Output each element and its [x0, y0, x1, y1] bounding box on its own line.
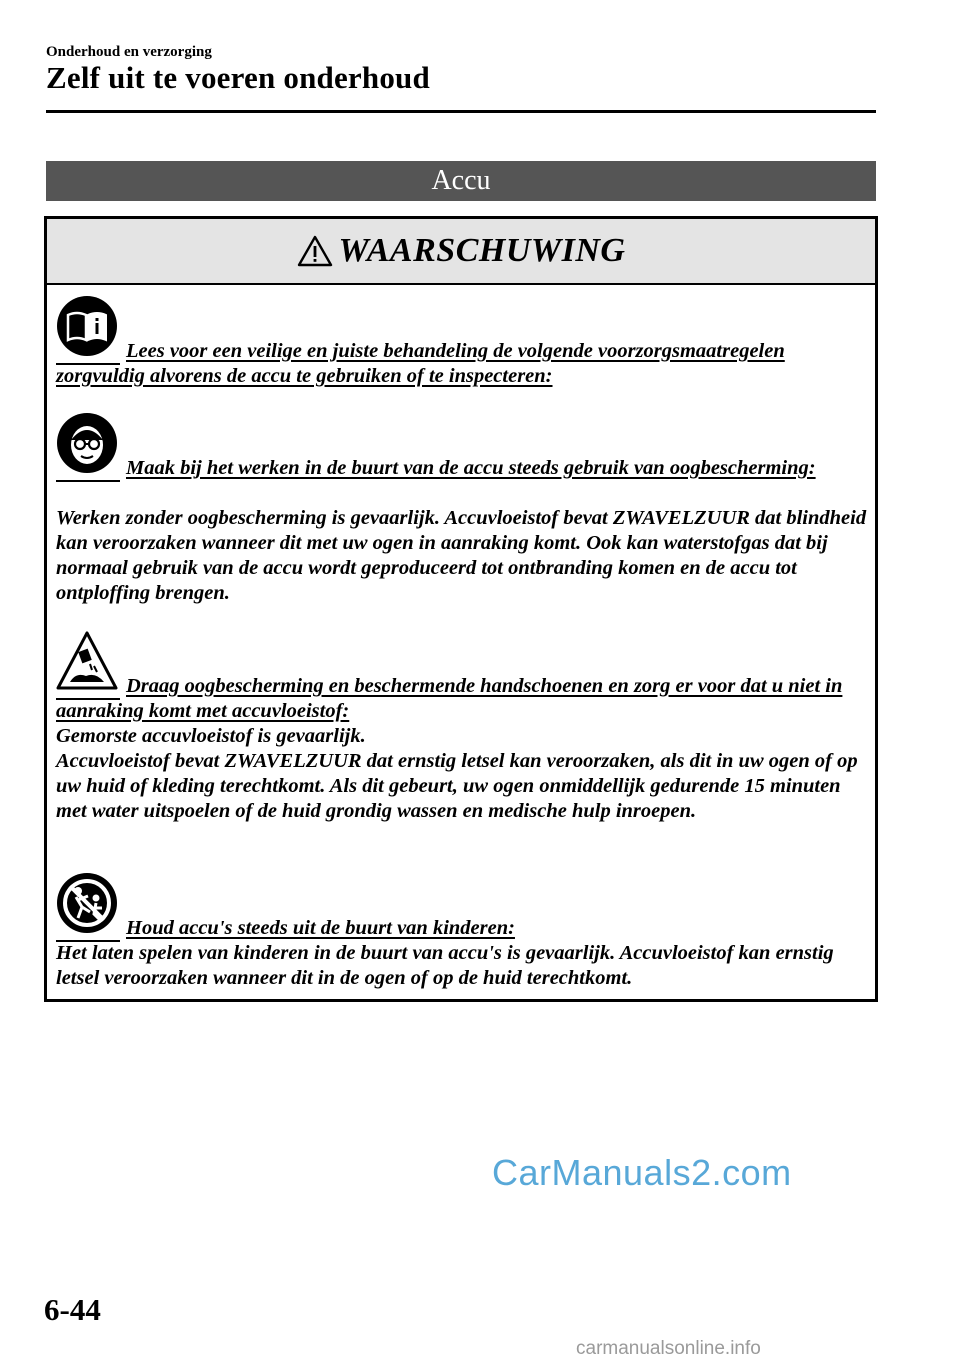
warning-label: WAARSCHUWING	[338, 232, 626, 269]
watermark-logo: CarManuals2.com	[492, 1152, 792, 1193]
item-body: Werken zonder oogbescherming is gevaarlijk. Accuvloeistof bevat ZWAVELZUUR dat blindheid kan veroorzaken wanneer dit met uw ogen in aanraking komt. Ook kan waterstofgas dat bij normaal gebruik van de accu wordt geproduceerd tot ontbranding komen en de accu tot ontploffing brengen.	[56, 507, 867, 604]
item-body: Het laten spelen van kinderen in de buurt van accu's is gevaarlijk. Accuvloeistof kan ernstig letsel veroorzaken wanneer dit in de ogen of op de huid terechtkomt.	[56, 942, 834, 989]
warning-header	[47, 219, 875, 285]
section-bar-title: Accu	[431, 165, 491, 196]
item-body: Gemorste accuvloeistof is gevaarlijk. Accuvloeistof bevat ZWAVELZUUR dat ernstig letsel kan veroorzaken, als dit in uw ogen of op uw huid of kleding terechtkomt. Als dit gebeurt, uw ogen onmiddellijk gedurende 15 minuten met water uitspoelen of de huid grondig wassen en medische hulp inroepen.	[56, 725, 858, 822]
page-number: 6-44	[44, 1292, 101, 1327]
warning-box	[44, 216, 878, 1002]
item-heading: Draag oogbescherming en beschermende handschoenen en zorg er voor dat u niet in aanraking komt met accuvloeistof:	[56, 675, 843, 722]
item-heading: Maak bij het werken in de buurt van de accu steeds gebruik van oogbescherming:	[126, 457, 816, 479]
section-label: Onderhoud en verzorging	[46, 44, 212, 60]
item-heading: Houd accu's steeds uit de buurt van kinderen:	[126, 917, 515, 939]
page-title: Zelf uit te voeren onderhoud	[46, 60, 430, 95]
section-bar	[46, 161, 876, 201]
title-rule	[46, 110, 876, 113]
item-heading: Lees voor een veilige en juiste behandeling de volgende voorzorgsmaatregelen zorgvuldig alvorens de accu te gebruiken of te inspecteren:	[56, 340, 785, 387]
watermark-footer: carmanualsonline.info	[576, 1338, 761, 1359]
warning-triangle-icon	[297, 234, 333, 268]
